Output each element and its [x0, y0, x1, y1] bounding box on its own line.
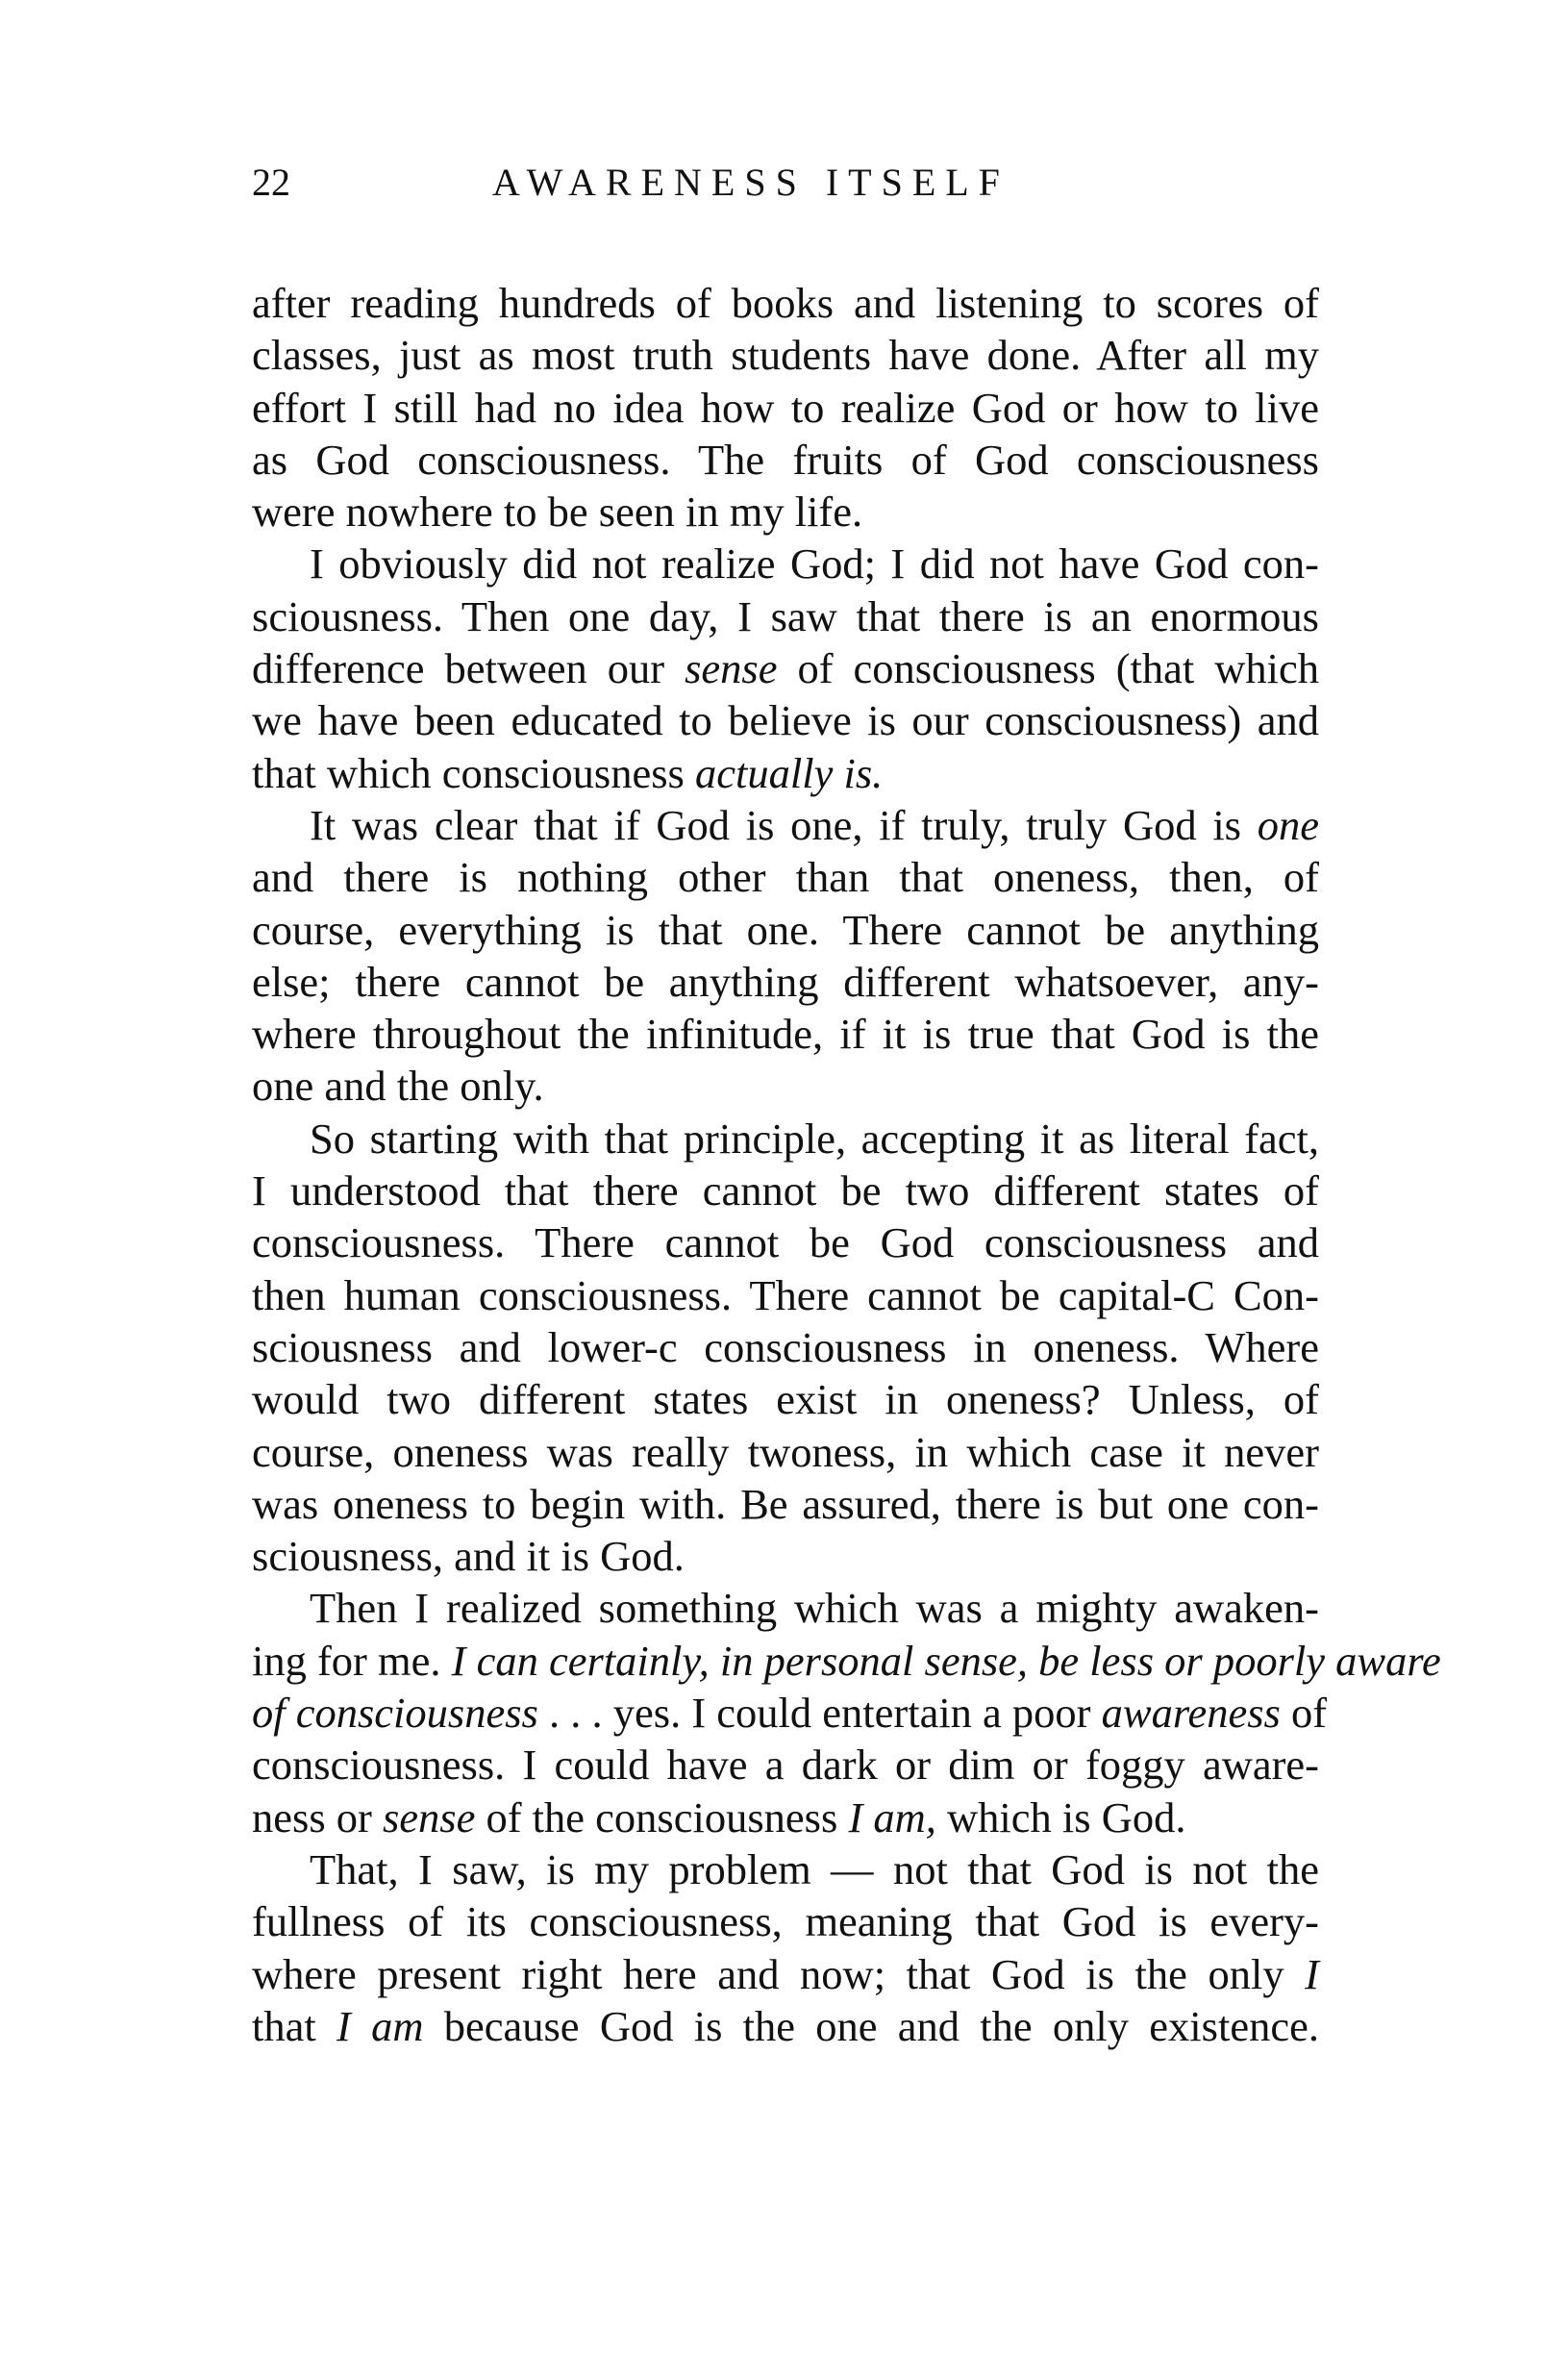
text-run: effort I still had no idea how to realize God or how to live	[252, 383, 1319, 432]
text-line	[252, 1687, 1328, 1739]
text-run: were nowhere to be seen in my life.	[252, 488, 863, 537]
text-run: of the consciousness	[475, 1792, 849, 1841]
text-line	[252, 1373, 1319, 1425]
text-line	[252, 799, 1319, 851]
text-line	[252, 1530, 1319, 1582]
text-line	[252, 1635, 1441, 1687]
text-run: because God is the one and the only existence.	[423, 2001, 1319, 2050]
text-run: was oneness to begin with. Be assured, there is but one con-	[252, 1479, 1319, 1528]
text-line	[252, 1008, 1319, 1060]
text-line	[252, 904, 1319, 956]
text-line	[252, 694, 1319, 746]
text-line	[252, 1478, 1319, 1530]
text-run: fullness of its consciousness, meaning that God is every-	[252, 1897, 1319, 1946]
text-run: consciousness. I could have a dark or dim or foggy aware-	[252, 1741, 1319, 1790]
text-run: course, oneness was really twoness, in which case it never	[252, 1427, 1319, 1476]
text-run: difference between our	[252, 644, 685, 693]
italic-run: actually is.	[695, 748, 884, 797]
text-run: ing for me.	[252, 1636, 452, 1685]
text-run: So starting with that principle, accepting it as literal fact,	[310, 1114, 1319, 1163]
text-run: that	[252, 2001, 336, 2050]
text-run: that which consciousness	[252, 748, 695, 797]
text-line	[252, 1165, 1319, 1216]
text-run: one and the only.	[252, 1062, 544, 1111]
text-line	[252, 1216, 1319, 1268]
text-run: of	[1280, 1689, 1328, 1738]
text-line	[252, 277, 1319, 329]
italic-run: I am,	[848, 1792, 936, 1841]
text-run: as God consciousness. The fruits of God consciousness	[252, 435, 1319, 484]
text-line	[252, 1269, 1319, 1321]
text-run: I obviously did not realize God; I did not have God con-	[310, 539, 1319, 589]
text-line	[252, 434, 1319, 486]
text-line	[252, 590, 1319, 642]
text-run: we have been educated to believe is our consciousness) and	[252, 696, 1319, 745]
text-line	[252, 1843, 1319, 1895]
text-run: which is God.	[935, 1792, 1186, 1841]
text-run: else; there cannot be anything different whatsoever, any-	[252, 957, 1319, 1006]
text-line	[252, 1060, 1319, 1112]
text-line	[252, 1113, 1319, 1165]
italic-run: I can certainly, in personal sense, be less or poorly aware	[451, 1636, 1441, 1685]
text-line	[252, 2000, 1319, 2052]
italic-run: awareness	[1101, 1689, 1281, 1738]
text-run: after reading hundreds of books and listening to scores of	[252, 279, 1319, 327]
text-run: where throughout the infinitude, if it is true that God is the	[252, 1010, 1319, 1059]
text-line	[252, 1895, 1319, 1947]
text-run: sciousness, and it is God.	[252, 1532, 685, 1581]
italic-run: I am	[336, 2001, 424, 2050]
italic-run: sense	[685, 644, 778, 693]
text-run: then human consciousness. There cannot be capital-C Con-	[252, 1270, 1319, 1319]
text-run: . . . yes. I could entertain a poor	[537, 1689, 1102, 1738]
text-run: where present right here and now; that God is the only	[252, 1949, 1306, 1998]
text-run: ness or	[252, 1792, 383, 1841]
text-line	[252, 1791, 1319, 1843]
text-run: sciousness and lower-c consciousness in oneness. Where	[252, 1322, 1319, 1371]
text-line	[252, 747, 1319, 799]
text-run: of consciousness (that which	[777, 644, 1319, 693]
text-run: classes, just as most truth students have done. After all my	[252, 331, 1319, 380]
text-line	[252, 1739, 1319, 1791]
text-line	[252, 1426, 1319, 1478]
text-line	[252, 1582, 1319, 1634]
text-line	[252, 486, 1319, 538]
text-line	[252, 1321, 1319, 1373]
italic-run: one	[1257, 800, 1319, 849]
italic-run: I	[1305, 1949, 1319, 1998]
text-run: and there is nothing other than that oneness, then, of	[252, 853, 1319, 902]
text-run: It was clear that if God is one, if truly, truly God is	[310, 800, 1258, 849]
text-line	[252, 851, 1319, 903]
italic-run: of consciousness	[252, 1689, 538, 1738]
page-number: 22	[252, 161, 290, 204]
text-line	[252, 642, 1319, 694]
text-run: sciousness. Then one day, I saw that there is an enormous	[252, 591, 1319, 640]
book-title: AWARENESS ITSELF	[492, 161, 1009, 204]
text-line	[252, 329, 1319, 381]
text-line	[252, 538, 1319, 589]
body-text	[252, 277, 1441, 2052]
text-run: would two different states exist in oneness? Unless, of	[252, 1375, 1319, 1424]
running-head	[252, 154, 1319, 212]
text-run: I understood that there cannot be two different states of	[252, 1166, 1319, 1215]
text-line	[252, 382, 1319, 434]
text-line	[252, 956, 1319, 1008]
text-line	[252, 1948, 1319, 2000]
text-run: consciousness. There cannot be God consciousness and	[252, 1218, 1319, 1267]
text-run: Then I realized something which was a mighty awaken-	[310, 1584, 1319, 1633]
italic-run: sense	[382, 1792, 476, 1841]
text-run: That, I saw, is my problem — not that God is not the	[310, 1844, 1319, 1893]
text-run: course, everything is that one. There cannot be anything	[252, 905, 1319, 954]
